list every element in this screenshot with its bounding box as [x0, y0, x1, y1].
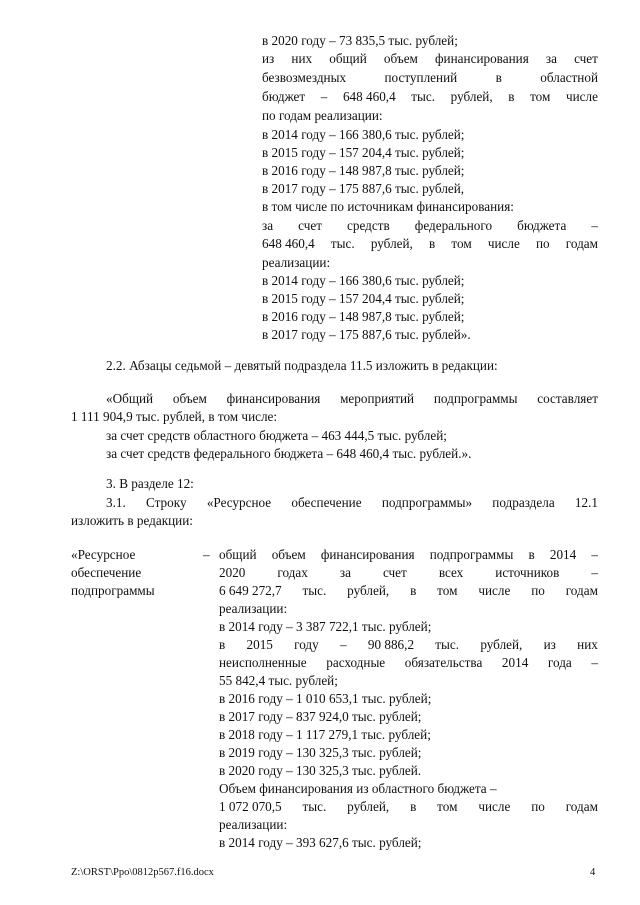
word: в [410, 799, 417, 814]
word: подпрограммы [429, 547, 514, 562]
justified-line [219, 637, 598, 653]
word: обеспечение [291, 495, 362, 510]
word: рублей, [450, 89, 493, 104]
word: годам [565, 799, 598, 814]
word: числе [565, 89, 598, 104]
word: том [451, 236, 472, 251]
section-heading: 2.2. Абзацы седьмой – девятый подраздела 11.5 изложить в редакции: [106, 358, 498, 373]
word: по [535, 236, 550, 251]
word: счет [382, 565, 407, 580]
word: числе [478, 799, 511, 814]
word: подраздела [492, 495, 555, 510]
word: объем [383, 51, 418, 66]
word: 1 072 070,5 [219, 799, 282, 814]
word: том [437, 799, 458, 814]
justified-line [219, 547, 598, 563]
text-line: изложить в редакции: [71, 513, 193, 528]
word: поступлений [384, 70, 458, 85]
word: за [262, 218, 274, 233]
text-line: по годам реализации: [262, 108, 383, 123]
word: – [591, 547, 598, 562]
section-heading: 3. В разделе 12: [106, 476, 194, 491]
word: обязательства [404, 655, 483, 670]
word: «Ресурсное [206, 495, 272, 510]
text-line: 1 111 904,9 тыс. рублей, в том числе: [71, 409, 278, 424]
text-line: в 2015 году – 157 204,4 тыс. рублей; [262, 291, 465, 306]
word: из [543, 637, 556, 652]
word: – [320, 89, 328, 104]
word: 2020 [219, 565, 246, 580]
word: 648 460,4 [342, 89, 396, 104]
word: – [591, 565, 598, 580]
word: общий [219, 547, 257, 562]
word: годах [277, 565, 308, 580]
text-line: в 2014 году – 166 380,6 тыс. рублей; [262, 273, 465, 288]
justified-line [262, 70, 598, 86]
word: в [508, 89, 515, 104]
word: 2014 [501, 655, 529, 670]
word: году [294, 637, 319, 652]
word: 6 649 272,7 [219, 583, 282, 598]
word: Строку [146, 495, 187, 510]
word: бюджета [517, 218, 567, 233]
text-line: за счет средств федерального бюджета – 648 460,4 тыс. рублей.». [106, 446, 472, 461]
word: 90 886,2 [367, 637, 415, 652]
word: областной [540, 70, 598, 85]
text-line: в 2014 году – 393 627,6 тыс. рублей; [219, 835, 422, 850]
text-line: в 2019 году – 130 325,3 тыс. рублей; [219, 745, 422, 760]
word: подпрограммы [433, 391, 518, 406]
text-line: 55 842,4 тыс. рублей; [219, 673, 338, 688]
word: рублей, [347, 583, 390, 598]
word: финансирования [435, 51, 529, 66]
word: составляет [537, 391, 598, 406]
text-line: в 2016 году – 148 987,8 тыс. рублей; [262, 163, 465, 178]
word: годам [565, 236, 598, 251]
text-line: реализации: [219, 601, 288, 616]
word: «Общий [106, 391, 154, 406]
table-left-label: обеспечение [71, 565, 142, 580]
word: том [530, 89, 551, 104]
text-line: в 2015 году – 157 204,4 тыс. рублей; [262, 145, 465, 160]
word: годам [565, 583, 598, 598]
word: – [340, 637, 347, 652]
word: финансирования [226, 391, 321, 406]
word: – [591, 655, 598, 670]
word: из [262, 51, 275, 66]
text-line: в 2018 году – 1 117 279,1 тыс. рублей; [219, 727, 431, 742]
justified-line [262, 89, 598, 105]
word: – [591, 218, 598, 233]
text-line: в 2016 году – 148 987,8 тыс. рублей; [262, 309, 465, 324]
word: неисполненные [219, 655, 307, 670]
word: по [531, 799, 545, 814]
word: том [437, 583, 458, 598]
footer-file-path: Z:\ORST\Ppo\0812p567.f16.docx [71, 867, 214, 878]
word: тыс. [411, 89, 436, 104]
justified-line [219, 799, 598, 815]
text-line: в 2017 году – 175 887,6 тыс. рублей». [262, 327, 471, 342]
justified-line [106, 391, 598, 407]
table-left-label: «Ресурсное [71, 547, 136, 562]
word: всех [438, 565, 464, 580]
text-line: в 2016 году – 1 010 653,1 тыс. рублей; [219, 691, 432, 706]
word: по [531, 583, 545, 598]
word: мероприятий [340, 391, 415, 406]
word: финансирования [320, 547, 415, 562]
word: рублей, [370, 236, 413, 251]
word: за [339, 565, 351, 580]
word: объем [271, 547, 306, 562]
justified-line [262, 236, 598, 252]
word: 3.1. [106, 495, 126, 510]
text-line: за счет средств областного бюджета – 463 444,5 тыс. рублей; [106, 428, 447, 443]
word: них [291, 51, 313, 66]
word: в [429, 236, 436, 251]
word: 2014 [549, 547, 577, 562]
text-line: в 2017 году – 175 887,6 тыс. рублей, [262, 181, 465, 196]
word: источников [495, 565, 560, 580]
word: числе [487, 236, 520, 251]
word: за [545, 51, 557, 66]
word: рублей, [480, 637, 523, 652]
word: в [528, 547, 535, 562]
word: федерального [414, 218, 493, 233]
text-line: в 2020 году – 130 325,3 тыс. рублей. [219, 763, 422, 778]
word: 648 460,4 [262, 236, 315, 251]
word: 12.1 [574, 495, 598, 510]
justified-line [219, 583, 598, 599]
word: бюджет [262, 89, 306, 104]
word: расходные [326, 655, 386, 670]
justified-line [106, 495, 598, 511]
text-line: в 2017 году – 837 924,0 тыс. рублей; [219, 709, 422, 724]
word: 2015 [246, 637, 273, 652]
justified-line [219, 655, 598, 671]
text-line: в 2020 году – 73 835,5 тыс. рублей; [262, 33, 458, 48]
word: в [495, 70, 502, 85]
text-line: в том числе по источникам финансирования: [262, 199, 514, 214]
table-dash: – [203, 547, 210, 562]
word: подпрограммы» [381, 495, 473, 510]
text-line: в 2014 году – 166 380,6 тыс. рублей; [262, 127, 465, 142]
justified-line [262, 51, 598, 67]
word: тыс. [302, 799, 327, 814]
text-line: в 2014 году – 3 387 722,1 тыс. рублей; [219, 619, 432, 634]
word: рублей, [347, 799, 390, 814]
word: в [410, 583, 417, 598]
justified-line [262, 218, 598, 234]
word: них [577, 637, 598, 652]
text-line: Объем финансирования из областного бюджета – [219, 781, 497, 796]
word: числе [478, 583, 511, 598]
word: счет [298, 218, 322, 233]
word: тыс. [330, 236, 355, 251]
word: средств [347, 218, 390, 233]
word: года [547, 655, 572, 670]
text-line: реализации: [262, 255, 331, 270]
footer-page-number: 4 [590, 867, 596, 878]
word: общий [329, 51, 367, 66]
text-line: реализации: [219, 817, 288, 832]
word: безвозмездных [262, 70, 347, 85]
word: объем [172, 391, 207, 406]
word: тыс. [435, 637, 460, 652]
word: в [219, 637, 226, 652]
justified-line [219, 565, 598, 581]
table-left-label: подпрограммы [71, 583, 155, 598]
word: тыс. [302, 583, 327, 598]
word: счет [574, 51, 598, 66]
